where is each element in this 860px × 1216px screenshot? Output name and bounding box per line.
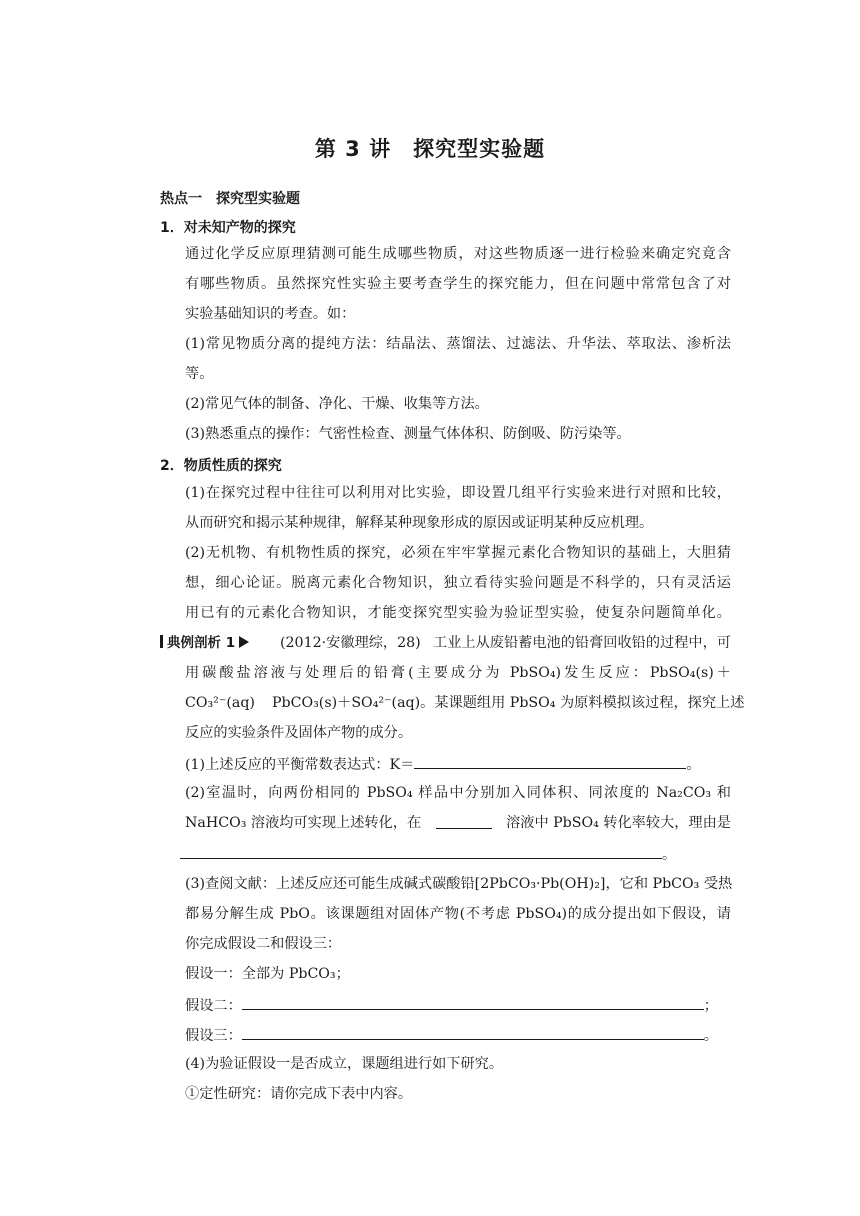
item1-heading: 1．对未知产物的探究	[160, 220, 296, 236]
q2-line2b: 溶液中 PbSO₄ 转化率较大，理由是	[506, 815, 731, 831]
tag-bar	[160, 635, 163, 648]
section-heading: 热点一 探究型实验题	[160, 191, 300, 207]
q2-line3-end: 。	[662, 847, 677, 863]
example-tag-label: 典例剖析 1	[167, 635, 236, 651]
q2-line3	[180, 844, 676, 864]
q1-end: 。	[686, 757, 701, 773]
page-title: 第 3 讲 探究型实验题	[314, 137, 546, 161]
q2-line1: (2)室温时，向两份相同的 PbSO₄ 样品中分别加入同体积、同浓度的 Na₂CO₃ 和	[185, 785, 731, 801]
hypothesis-2-end: ；	[703, 998, 718, 1014]
hypothesis-3-prefix: 假设三：	[185, 1028, 242, 1044]
p1-line2: 有哪些物质。虽然探究性实验主要考查学生的探究能力，但在问题中常常包含了对	[185, 276, 731, 292]
q4-sub-line: ①定性研究：请你完成下表中内容。	[185, 1086, 413, 1102]
hypothesis-3-end: 。	[703, 1028, 718, 1044]
answer-blank-3[interactable]	[180, 844, 662, 859]
hypothesis-3	[185, 1025, 718, 1045]
example-line4: 反应的实验条件及固体产物的成分。	[185, 725, 413, 741]
q4-line: (4)为验证假设一是否成立，课题组进行如下研究。	[185, 1056, 504, 1072]
example-line2: 用碳酸盐溶液与处理后的铅膏(主要成分为 PbSO₄)发生反应：PbSO₄(s)＋	[185, 665, 731, 681]
q3-line3: 你完成假设二和假设三：	[185, 936, 342, 952]
answer-blank-2[interactable]	[436, 814, 492, 829]
answer-blank-4[interactable]	[242, 995, 704, 1010]
p5-line1: (1)在探究过程中往往可以利用对比实验，即设置几组平行实验来进行对照和比较，	[185, 485, 731, 501]
p2-line1: (1)常见物质分离的提纯方法：结晶法、蒸馏法、过滤法、升华法、萃取法、渗析法	[185, 336, 731, 352]
q2-line2a: NaHCO₃ 溶液均可实现上述转化，在	[185, 815, 422, 831]
example-line1-text: 工业上从废铅蓄电池的铅膏回收铅的过程中，可	[433, 635, 731, 651]
p1-line3: 实验基础知识的考查。如：	[185, 306, 356, 322]
item2-heading: 2．物质性质的探究	[160, 458, 282, 474]
q3-line2: 都易分解生成 PbO。该课题组对固体产物(不考虑 PbSO₄)的成分提出如下假设，请	[185, 906, 731, 922]
q1-prefix: (1)上述反应的平衡常数表达式：K＝	[185, 757, 415, 773]
q3-line1: (3)查阅文献：上述反应还可能生成碱式碳酸铅[2PbCO₃·Pb(OH)₂]，它和 PbCO₃ 受热	[185, 876, 733, 892]
example-line3b: PbCO₃(s)＋SO₄²⁻(aq)。某课题组用 PbSO₄ 为原料模拟该过程，探究上述	[272, 695, 745, 711]
example-line3a: CO₃²⁻(aq)	[185, 695, 255, 711]
p1-line1: 通过化学反应原理猜测可能生成哪些物质，对这些物质逐一进行检验来确定究竟含	[185, 246, 731, 262]
hypothesis-2	[185, 995, 718, 1015]
answer-blank-1[interactable]	[414, 754, 686, 769]
p5-line2: 从而研究和揭示某种规律，解释某种现象形成的原因或证明某种反应机理。	[185, 515, 654, 531]
p6-line3: 用已有的元素化合物知识，才能变探究型实验为验证型实验，使复杂问题简单化。	[185, 605, 731, 621]
p2-line2: 等。	[185, 366, 214, 382]
hypothesis-2-prefix: 假设二：	[185, 998, 242, 1014]
p6-line1: (2)无机物、有机物性质的探究，必须在牢牢掌握元素化合物知识的基础上，大胆猜	[185, 545, 731, 561]
q2-line2	[185, 814, 731, 832]
answer-blank-5[interactable]	[242, 1025, 704, 1040]
q1-line	[185, 754, 701, 774]
example-tag	[160, 634, 249, 652]
hypothesis-1: 假设一：全部为 PbCO₃；	[185, 966, 350, 982]
p6-line2: 想，细心论证。脱离元素化合物知识，独立看待实验问题是不科学的，只有灵活运	[185, 575, 731, 591]
example-source: (2012·安徽理综，28)	[280, 635, 421, 651]
p3: (2)常见气体的制备、净化、干燥、收集等方法。	[185, 396, 489, 412]
example-line1	[280, 634, 731, 652]
play-triangle-icon	[239, 636, 249, 648]
p4: (3)熟悉重点的操作：气密性检查、测量气体体积、防倒吸、防污染等。	[185, 426, 631, 442]
